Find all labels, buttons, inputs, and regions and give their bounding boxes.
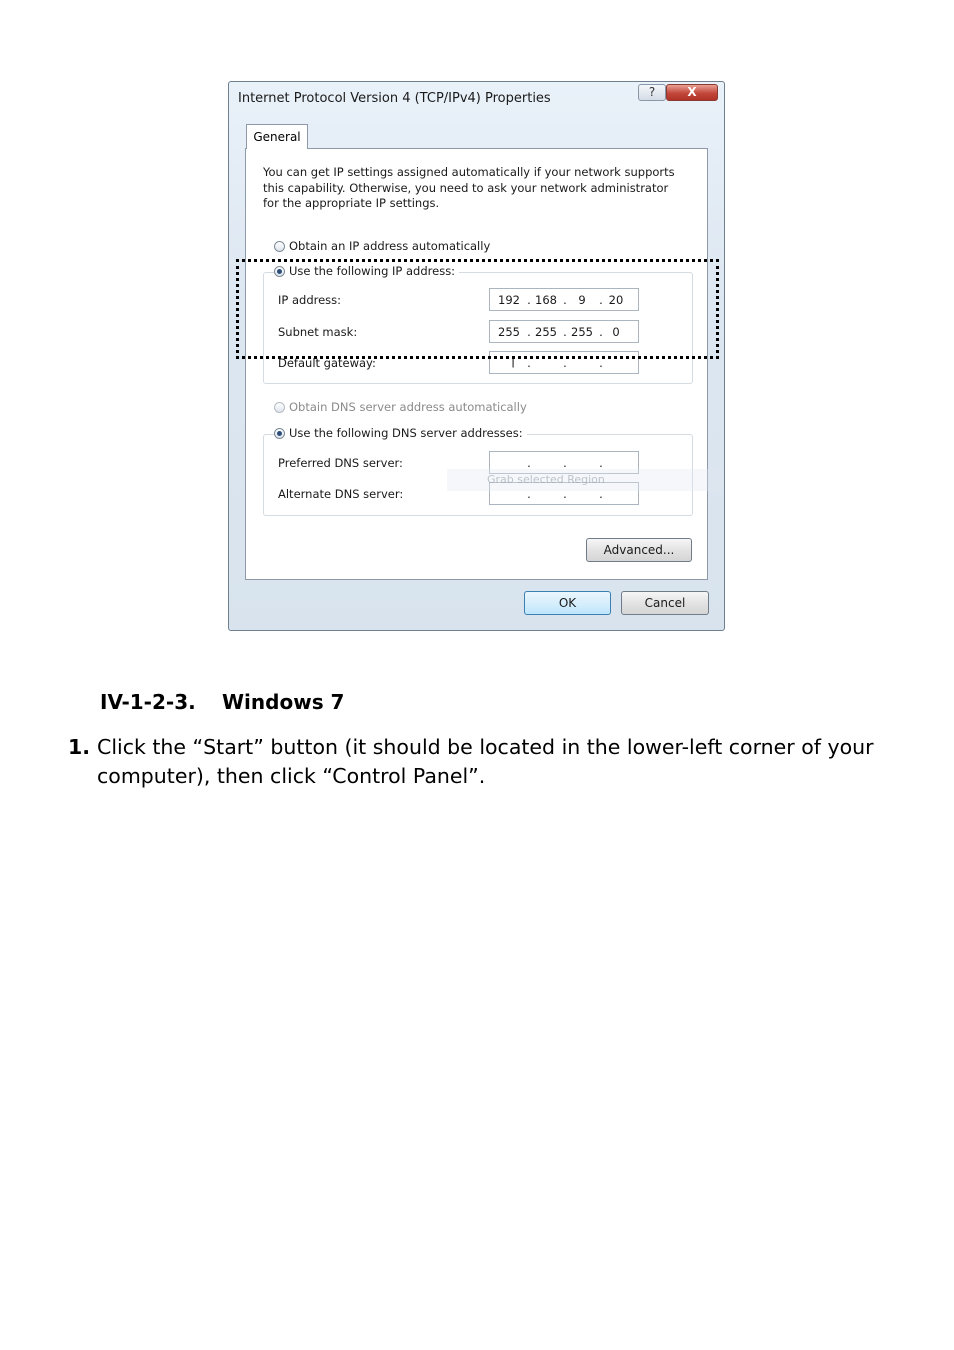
ip-address-label: IP address: [278,293,342,307]
preferred-dns-input[interactable]: . . . [489,451,639,474]
radio-checked-icon [274,428,285,439]
section-heading [100,690,344,714]
alternate-dns-label: Alternate DNS server: [278,487,404,501]
default-gateway-input[interactable]: | . . . [489,351,639,374]
preferred-dns-label: Preferred DNS server: [278,456,403,470]
general-panel [245,148,708,580]
subnet-mask-input[interactable]: 255 . 255 . 255 . 0 [489,320,639,343]
default-gateway-label: Default gateway: [278,356,376,370]
dialog-title: Internet Protocol Version 4 (TCP/IPv4) Properties [238,91,551,106]
close-button[interactable]: X [666,84,718,101]
tab-general[interactable]: General [246,124,308,149]
radio-disabled-icon [274,402,285,413]
step-text: Click the “Start” button (it should be located in the lower-left corner of your computer), then click “Control Panel”. [97,735,874,788]
intro-text: You can get IP settings assigned automatically if your network supports this capability. Otherwise, you need to ask your network administrator for the appropriate IP settings. [263,165,675,210]
radio-unchecked-icon [274,241,285,252]
highlight-dotted-box [236,259,719,359]
ip-address-input[interactable]: 192 . 168 . 9 . 20 [489,288,639,311]
advanced-button[interactable]: Advanced... [586,538,692,562]
ok-button[interactable]: OK [524,591,611,615]
alternate-dns-input[interactable]: . . . [489,482,639,505]
radio-use-ip[interactable]: Use the following IP address: [274,264,459,278]
radio-obtain-dns[interactable]: Obtain DNS server address automatically [274,400,531,414]
text-cursor: | [511,354,515,368]
radio-obtain-ip[interactable]: Obtain an IP address automatically [274,239,494,253]
grab-region-overlay: Grab selected Region [447,469,723,491]
cancel-button[interactable]: Cancel [621,591,709,615]
section-number: IV-1-2-3. [100,690,196,714]
subnet-mask-label: Subnet mask: [278,325,358,339]
radio-use-dns[interactable]: Use the following DNS server addresses: [274,426,527,440]
help-button[interactable]: ? [638,84,666,101]
step-number: 1. [68,735,91,759]
section-title: Windows 7 [222,690,345,714]
